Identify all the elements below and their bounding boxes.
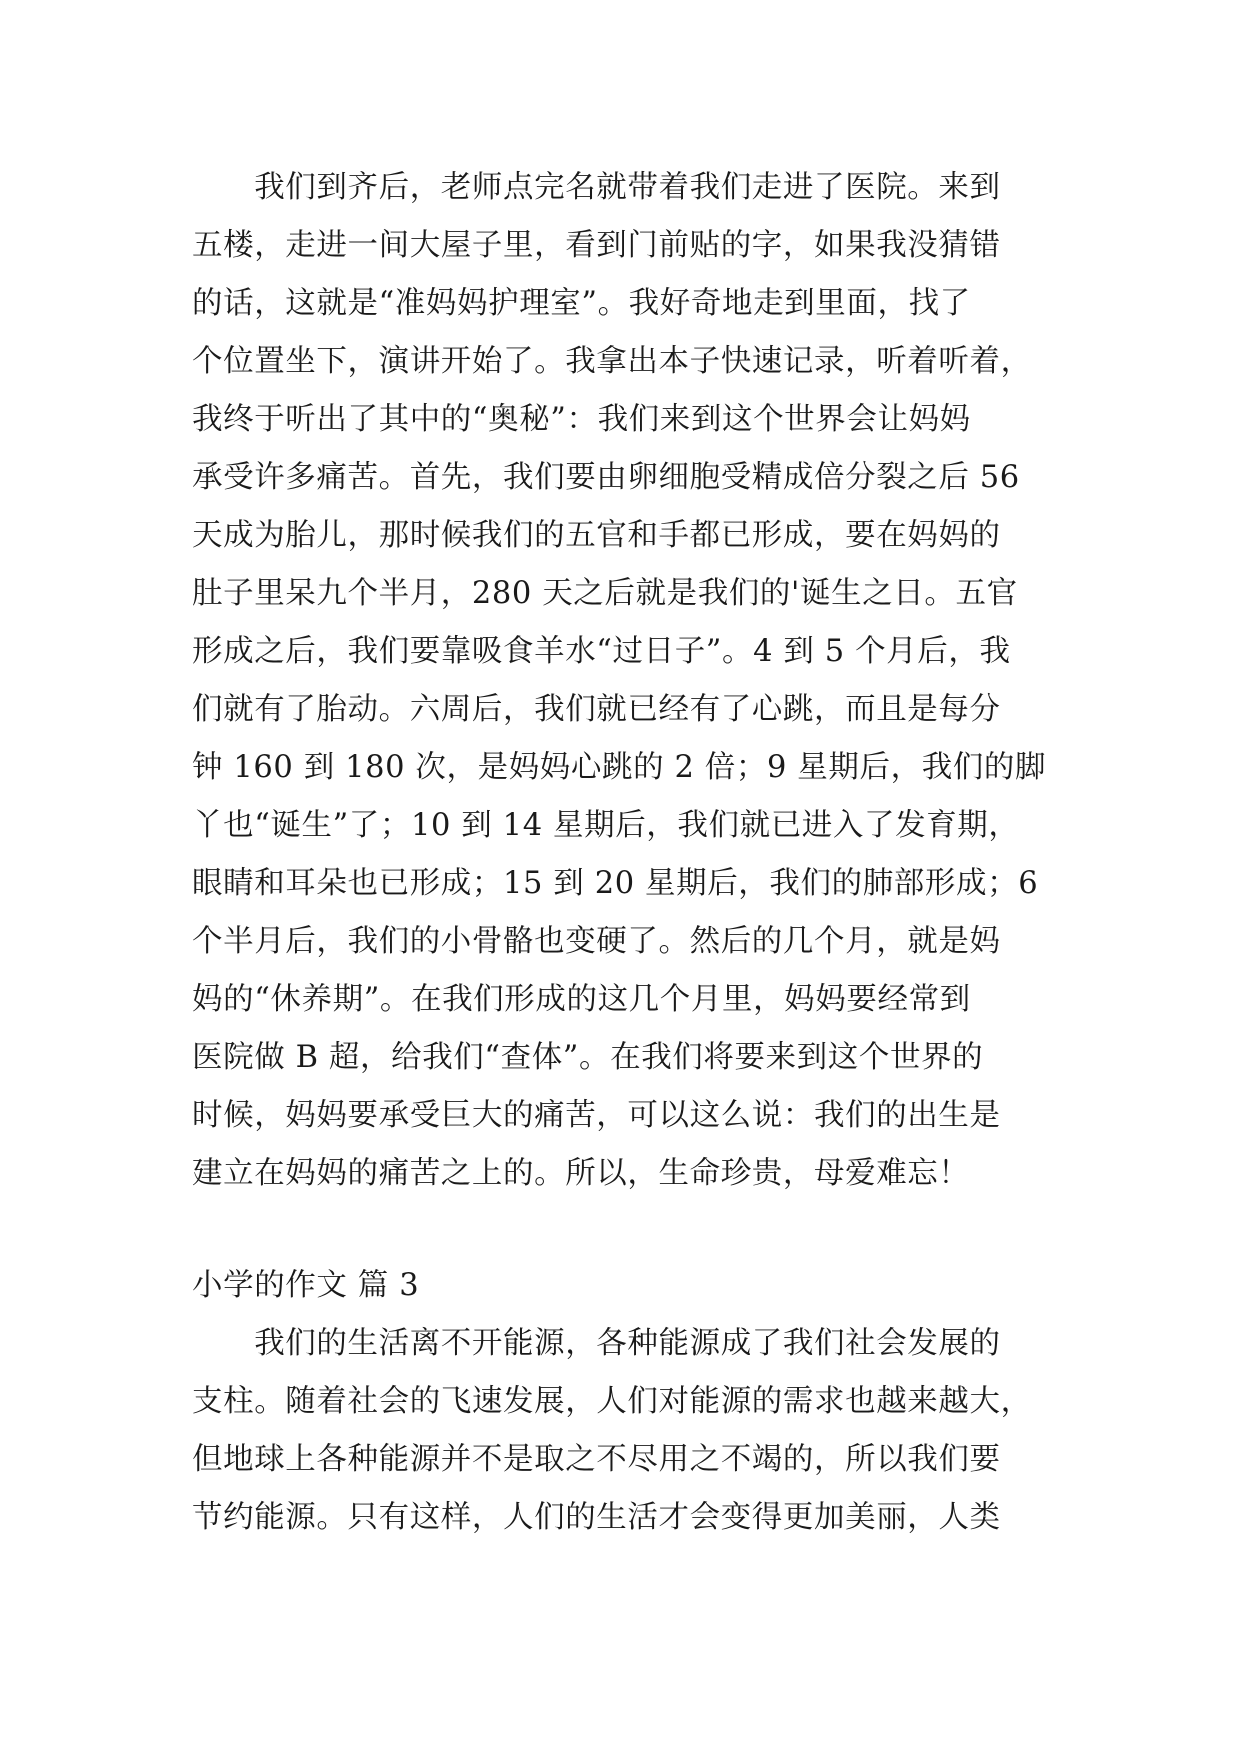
paragraph-line: 天成为胎儿，那时候我们的五官和手都已形成，要在妈妈的 [192,518,1001,553]
paragraph-line: 节约能源。只有这样，人们的生活才会变得更加美丽，人类 [192,1500,1001,1535]
paragraph-line: 我们到齐后，老师点完名就带着我们走进了医院。来到 [192,170,1001,205]
paragraph-line: 我终于听出了其中的“奥秘”：我们来到这个世界会让妈妈 [192,402,971,437]
paragraph-line: 个位置坐下，演讲开始了。我拿出本子快速记录，听着听着， [192,344,1032,379]
paragraph-line: 形成之后，我们要靠吸食羊水“过日子”。4 到 5 个月后，我 [192,634,1011,669]
paragraph-line: 钟 160 到 180 次，是妈妈心跳的 2 倍；9 星期后，我们的脚 [192,750,1047,785]
paragraph-line: 眼睛和耳朵也已形成；15 到 20 星期后，我们的肺部形成；6 [192,866,1039,901]
paragraph-line: 丫也“诞生”了；10 到 14 星期后，我们就已进入了发育期， [192,808,1020,843]
paragraph-line: 支柱。随着社会的飞速发展，人们对能源的需求也越来越大， [192,1384,1032,1419]
paragraph-line: 但地球上各种能源并不是取之不尽用之不竭的，所以我们要 [192,1442,1001,1477]
paragraph-line: 的话，这就是“准妈妈护理室”。我好奇地走到里面，找了 [192,286,971,321]
section-heading: 小学的作文 篇 3 [192,1268,420,1303]
paragraph-line: 们就有了胎动。六周后，我们就已经有了心跳，而且是每分 [192,692,1001,727]
paragraph-line: 我们的生活离不开能源，各种能源成了我们社会发展的 [192,1326,1001,1361]
paragraph-line: 五楼，走进一间大屋子里，看到门前贴的字，如果我没猜错 [192,228,1001,263]
paragraph-line: 肚子里呆九个半月，280 天之后就是我们的'诞生之日。五官 [192,576,1018,611]
paragraph-line: 医院做 B 超，给我们“查体”。在我们将要来到这个世界的 [192,1040,984,1075]
paragraph-line: 建立在妈妈的痛苦之上的。所以，生命珍贵，母爱难忘！ [192,1156,970,1191]
paragraph-line: 妈的“休养期”。在我们形成的这几个月里，妈妈要经常到 [192,982,971,1017]
paragraph-line: 时候，妈妈要承受巨大的痛苦，可以这么说：我们的出生是 [192,1098,1001,1133]
paragraph-line: 承受许多痛苦。首先，我们要由卵细胞受精成倍分裂之后 56 [192,460,1020,495]
paragraph-line: 个半月后，我们的小骨骼也变硬了。然后的几个月，就是妈 [192,924,1001,959]
